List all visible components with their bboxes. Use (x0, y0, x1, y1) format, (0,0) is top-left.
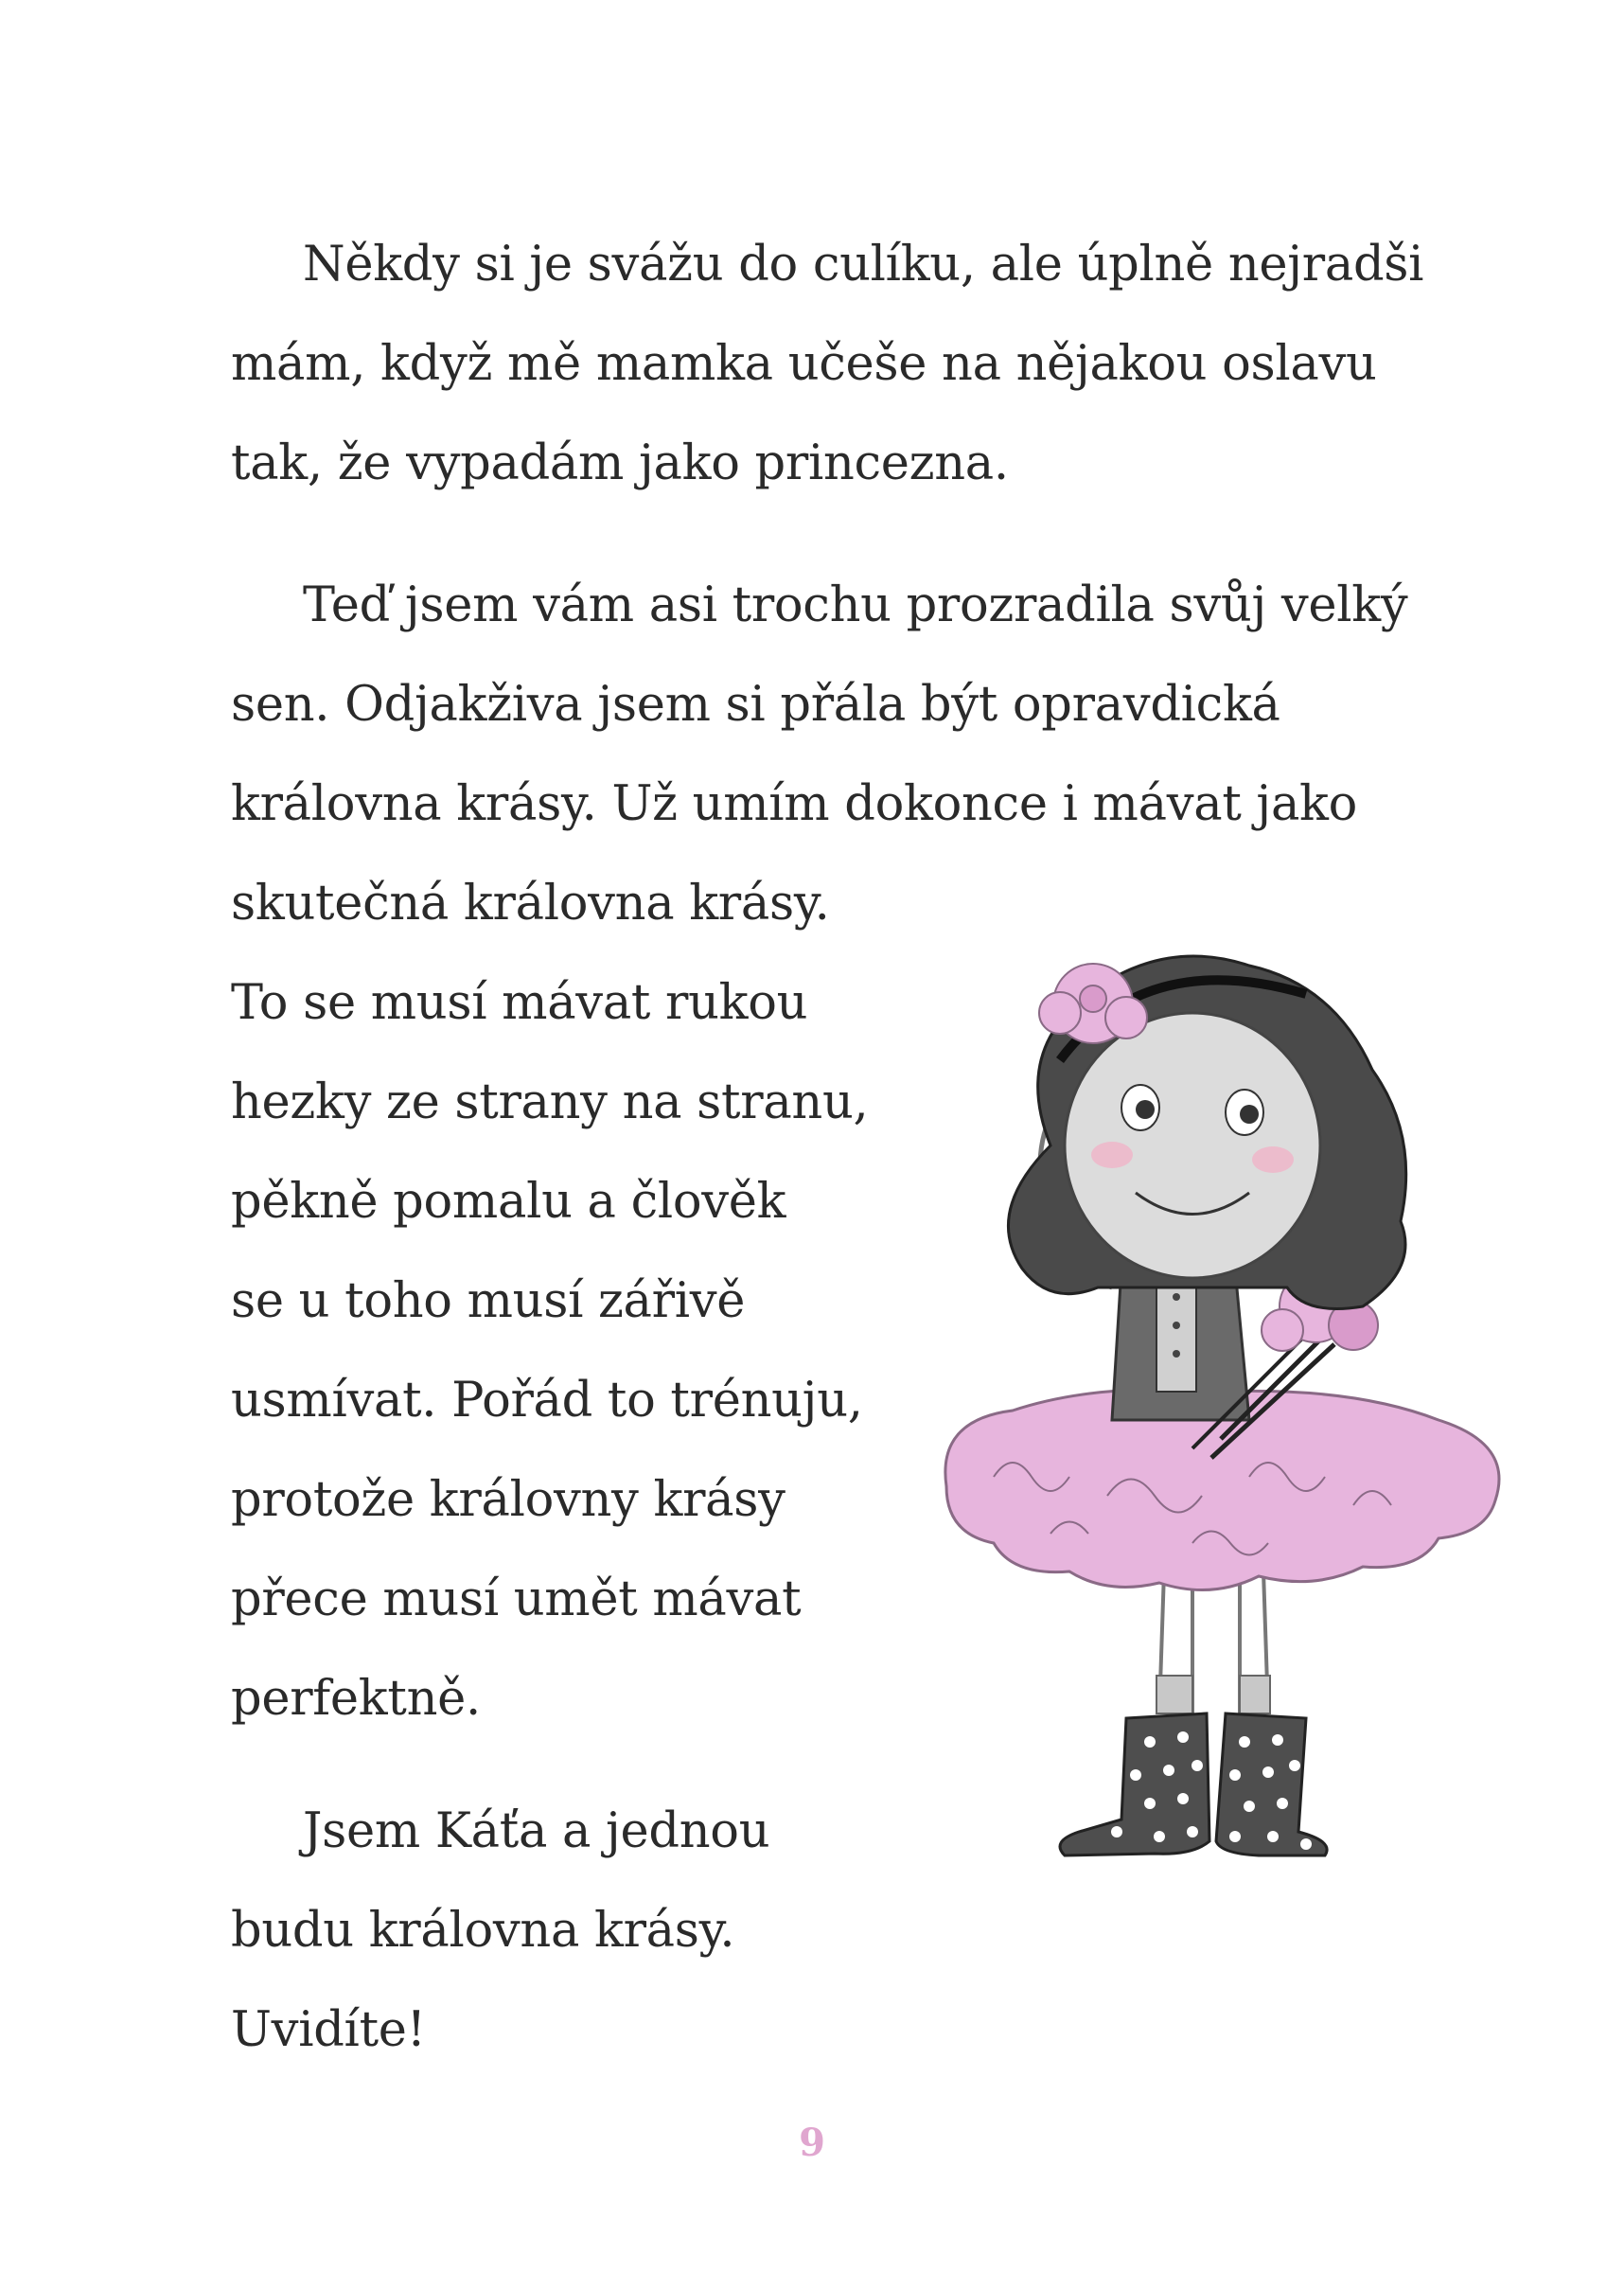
paragraph-1-line-2: mám, když mě mamka učeše na nějakou oslavu (231, 336, 1377, 392)
paragraph-2-line-2: sen. Odjakživa jsem si přála být opravdická (231, 677, 1280, 733)
paragraph-2-line-4: skutečná královna krásy. (231, 876, 830, 932)
paragraph-2-line-6: hezky ze strany na stranu, (231, 1074, 869, 1130)
paragraph-3-line-2: budu královna krásy. (231, 1903, 735, 1959)
paragraph-3-line-1: Jsem Káťa a jednou (303, 1803, 770, 1859)
page-number: 9 (799, 2121, 825, 2165)
paragraph-1-line-1: Někdy si je svážu do culíku, ale úplně nejradši (303, 237, 1424, 293)
face (1065, 1013, 1320, 1278)
top (1112, 1269, 1249, 1420)
paragraph-2-line-8: se u toho musí zářivě (231, 1273, 746, 1329)
paragraph-3-line-3: Uvidíte! (231, 2002, 426, 2058)
paragraph-2-line-10: protože královny krásy (231, 1472, 786, 1528)
legs (1156, 1571, 1270, 1713)
paragraph-2-line-5: To se musí mávat rukou (231, 975, 808, 1031)
paragraph-2-line-9: usmívat. Pořád to trénuju, (231, 1373, 863, 1429)
girl-with-flowers-illustration (909, 909, 1533, 1903)
paragraph-2-line-1: Teď jsem vám asi trochu prozradila svůj velký (303, 577, 1408, 633)
paragraph-2-line-7: pěkně pomalu a člověk (231, 1174, 786, 1230)
paragraph-2-line-11: přece musí umět mávat (231, 1571, 802, 1627)
paragraph-1-line-3: tak, že vypadám jako princezna. (231, 435, 1009, 491)
polka-dot-boots (1060, 1713, 1327, 1855)
paragraph-2-line-3: královna krásy. Už umím dokonce i mávat jako (231, 776, 1358, 832)
paragraph-2-line-12: perfektně. (231, 1671, 481, 1727)
